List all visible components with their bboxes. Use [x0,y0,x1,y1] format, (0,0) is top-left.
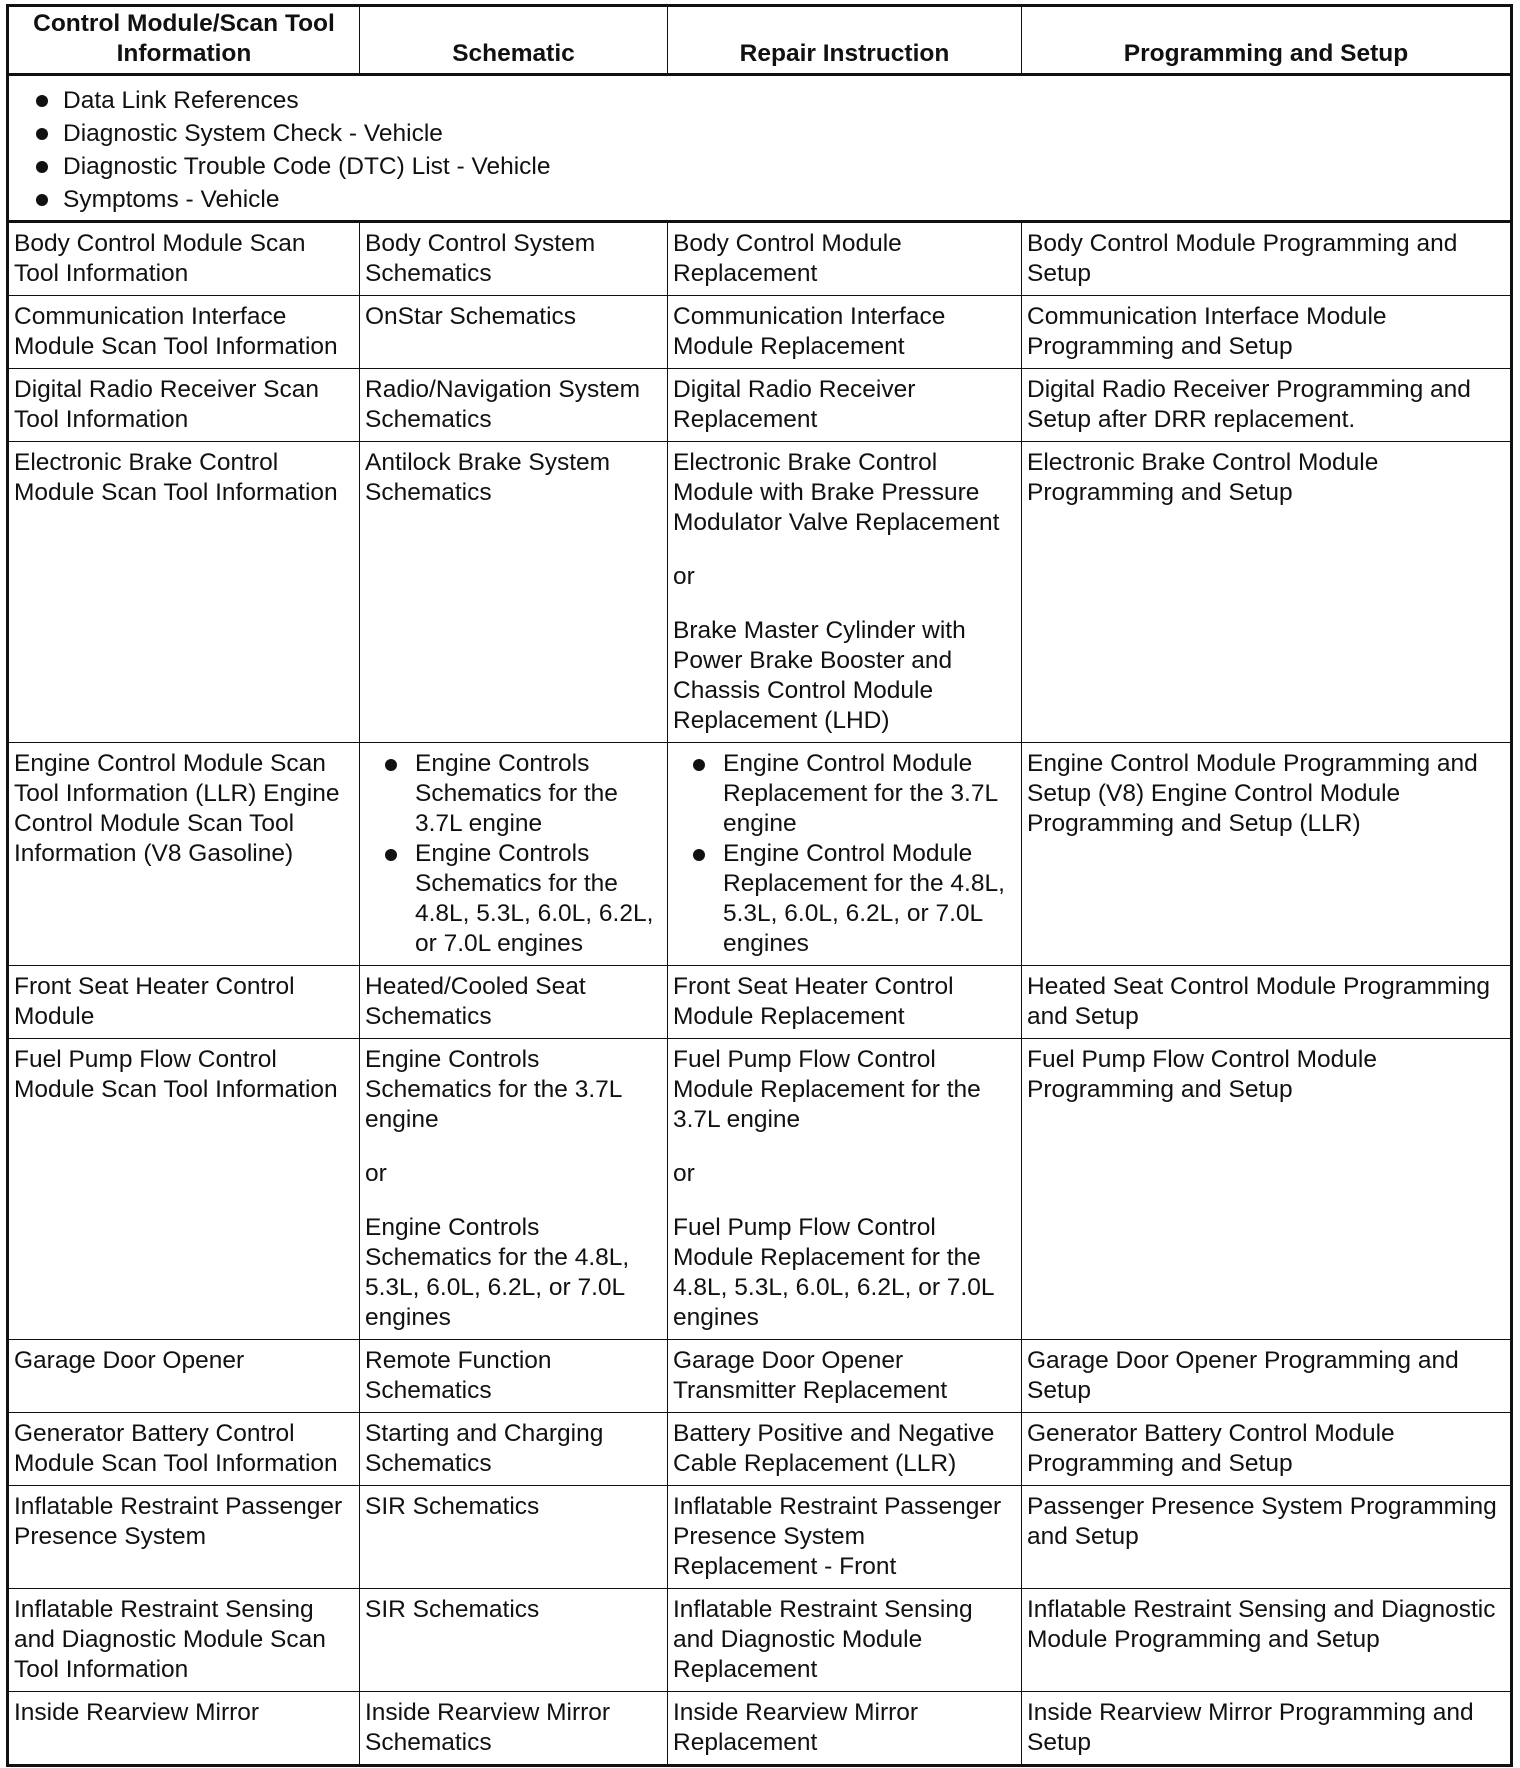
schematic-cell[interactable]: Starting and Charging Schematics [360,1413,668,1486]
schematic-cell [360,743,668,966]
repair-cell[interactable]: Garage Door Opener Transmitter Replacement [668,1340,1022,1413]
references-row [8,75,1512,222]
header-repair-instruction: Repair Instruction [668,6,1022,75]
programming-cell[interactable]: Body Control Module Programming and Setup [1022,222,1512,296]
table-row [8,222,1512,296]
schematic-cell [360,1039,668,1340]
schematic-cell[interactable]: Inside Rearview Mirror Schematics [360,1692,668,1766]
repair-cell[interactable]: Front Seat Heater Control Module Replacement [668,966,1022,1039]
or-separator: or [673,563,695,590]
table-row [8,743,1512,966]
module-cell[interactable]: Garage Door Opener [8,1340,360,1413]
module-reference-document [6,4,1510,1767]
repair-option[interactable]: Fuel Pump Flow Control Module Replacement for the 3.7L engine [673,1046,981,1133]
module-cell[interactable]: Electronic Brake Control Module Scan Tool Information [8,442,360,743]
module-cell[interactable]: Engine Control Module Scan Tool Information (LLR) Engine Control Module Scan Tool Information (V8 Gasoline) [8,743,360,966]
module-cell[interactable]: Body Control Module Scan Tool Information [8,222,360,296]
table-row [8,1692,1512,1766]
programming-cell[interactable]: Heated Seat Control Module Programming and Setup [1022,966,1512,1039]
repair-cell [668,442,1022,743]
programming-cell[interactable]: Generator Battery Control Module Programming and Setup [1022,1413,1512,1486]
table-row [8,1486,1512,1589]
schematic-item[interactable]: Engine Controls Schematics for the 4.8L, 5.3L, 6.0L, 6.2L, or 7.0L engines [365,839,662,959]
reference-item[interactable]: Diagnostic System Check - Vehicle [31,117,1500,150]
repair-cell[interactable]: Digital Radio Receiver Replacement [668,369,1022,442]
table-row [8,296,1512,369]
repair-cell[interactable]: Battery Positive and Negative Cable Replacement (LLR) [668,1413,1022,1486]
schematic-cell[interactable]: Antilock Brake System Schematics [360,442,668,743]
programming-cell[interactable]: Garage Door Opener Programming and Setup [1022,1340,1512,1413]
reference-item[interactable]: Symptoms - Vehicle [31,183,1500,216]
programming-cell[interactable]: Engine Control Module Programming and Setup (V8) Engine Control Module Programming and Setup (LLR) [1022,743,1512,966]
schematic-item[interactable]: Engine Controls Schematics for the 3.7L engine [365,749,662,839]
programming-cell[interactable]: Inflatable Restraint Sensing and Diagnostic Module Programming and Setup [1022,1589,1512,1692]
schematic-cell[interactable]: SIR Schematics [360,1589,668,1692]
repair-item[interactable]: Engine Control Module Replacement for the 4.8L, 5.3L, 6.0L, 6.2L, or 7.0L engines [673,839,1016,959]
repair-option[interactable]: Brake Master Cylinder with Power Brake Booster and Chassis Control Module Replacement (LHD) [673,617,966,734]
header-module-info: Control Module/Scan Tool Information [8,6,360,75]
module-cell[interactable]: Fuel Pump Flow Control Module Scan Tool Information [8,1039,360,1340]
repair-cell [668,1039,1022,1340]
schematic-cell[interactable]: SIR Schematics [360,1486,668,1589]
header-schematic: Schematic [360,6,668,75]
schematic-cell[interactable]: Body Control System Schematics [360,222,668,296]
table-row [8,1340,1512,1413]
reference-item[interactable]: Data Link References [31,84,1500,117]
programming-cell[interactable]: Fuel Pump Flow Control Module Programming and Setup [1022,1039,1512,1340]
programming-cell[interactable]: Communication Interface Module Programming and Setup [1022,296,1512,369]
schematic-option[interactable]: Engine Controls Schematics for the 4.8L, 5.3L, 6.0L, 6.2L, or 7.0L engines [365,1214,630,1331]
programming-cell[interactable]: Inside Rearview Mirror Programming and Setup [1022,1692,1512,1766]
table-row [8,1589,1512,1692]
repair-cell[interactable]: Body Control Module Replacement [668,222,1022,296]
module-cell[interactable]: Front Seat Heater Control Module [8,966,360,1039]
repair-cell[interactable]: Communication Interface Module Replacement [668,296,1022,369]
header-row [8,6,1512,75]
schematic-cell[interactable]: Heated/Cooled Seat Schematics [360,966,668,1039]
table-row [8,369,1512,442]
programming-cell[interactable]: Electronic Brake Control Module Programming and Setup [1022,442,1512,743]
schematic-cell[interactable]: OnStar Schematics [360,296,668,369]
module-cell[interactable]: Digital Radio Receiver Scan Tool Information [8,369,360,442]
module-cell[interactable]: Inside Rearview Mirror [8,1692,360,1766]
repair-option[interactable]: Electronic Brake Control Module with Brake Pressure Modulator Valve Replacement [673,449,1000,536]
repair-cell [668,743,1022,966]
module-cell[interactable]: Inflatable Restraint Passenger Presence System [8,1486,360,1589]
schematic-list [365,749,662,959]
schematic-cell[interactable]: Radio/Navigation System Schematics [360,369,668,442]
repair-option[interactable]: Fuel Pump Flow Control Module Replacement for the 4.8L, 5.3L, 6.0L, 6.2L, or 7.0L engines [673,1214,994,1331]
header-programming-setup: Programming and Setup [1022,6,1512,75]
repair-cell[interactable]: Inside Rearview Mirror Replacement [668,1692,1022,1766]
schematic-option[interactable]: Engine Controls Schematics for the 3.7L engine [365,1046,622,1133]
table-row [8,442,1512,743]
reference-item[interactable]: Diagnostic Trouble Code (DTC) List - Vehicle [31,150,1500,183]
references-cell [8,75,1512,222]
table-row [8,966,1512,1039]
repair-item[interactable]: Engine Control Module Replacement for the 3.7L engine [673,749,1016,839]
module-cell[interactable]: Communication Interface Module Scan Tool Information [8,296,360,369]
or-separator: or [673,1160,695,1187]
references-list [31,84,1500,216]
repair-cell[interactable]: Inflatable Restraint Sensing and Diagnostic Module Replacement [668,1589,1022,1692]
programming-cell[interactable]: Passenger Presence System Programming and Setup [1022,1486,1512,1589]
table-row [8,1039,1512,1340]
module-cell[interactable]: Inflatable Restraint Sensing and Diagnostic Module Scan Tool Information [8,1589,360,1692]
schematic-cell[interactable]: Remote Function Schematics [360,1340,668,1413]
table-row [8,1413,1512,1486]
programming-cell[interactable]: Digital Radio Receiver Programming and Setup after DRR replacement. [1022,369,1512,442]
repair-cell[interactable]: Inflatable Restraint Passenger Presence System Replacement - Front [668,1486,1022,1589]
or-separator: or [365,1160,387,1187]
module-reference-table [6,4,1513,1767]
module-cell[interactable]: Generator Battery Control Module Scan Tool Information [8,1413,360,1486]
repair-list [673,749,1016,959]
